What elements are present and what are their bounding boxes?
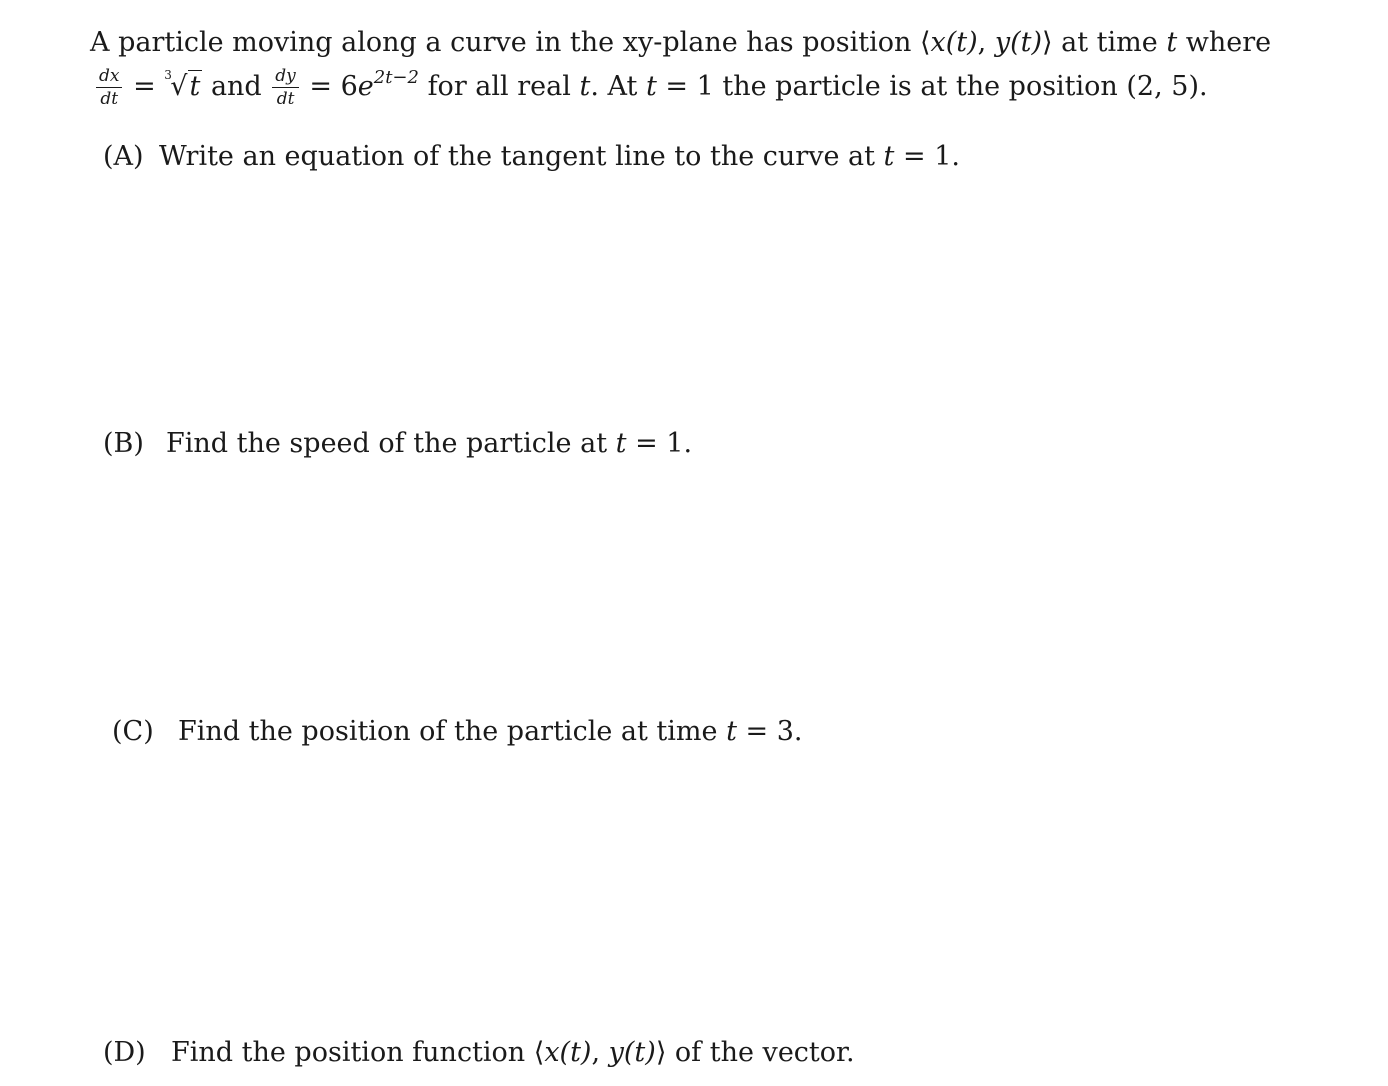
dx-dt-fraction: $\frac{dx}{dt}$ [96, 66, 122, 109]
problem-intro-line-1: A particle moving along a curve in the xy-plane has position ⟨x(t), y(t)⟩ at time t where [90, 27, 1272, 58]
time-variable: t [1166, 27, 1178, 58]
part-c: (C) Find the position of the particle at time t = 3. [112, 716, 803, 747]
problem-intro-line-2: $\frac{dx}{dt}$ = 3 √t and $\frac{dy}{dt}$ = $6e^{2t-2}$ for all real t. At t = 1 the particle is at the position (2, 5). [94, 66, 1208, 109]
part-d-text: Find the position function ⟨ [171, 1037, 545, 1068]
cube-root: 3 √t [164, 68, 201, 102]
intro-text: A particle moving along a curve in the xy-plane has position ⟨ [90, 27, 931, 58]
part-c-label: (C) [112, 716, 154, 747]
x-of-t: x(t) [930, 27, 978, 58]
part-a-label: (A) [103, 141, 144, 172]
y-of-t: y(t) [994, 27, 1043, 58]
part-b-label: (B) [103, 428, 144, 459]
part-b-text: Find the speed of the particle at [166, 428, 616, 459]
part-b: (B) Find the speed of the particle at t = 1. [103, 428, 693, 459]
part-a-text: Write an equation of the tangent line to the curve at [159, 141, 884, 172]
part-d: (D) Find the position function ⟨x(t), y(t)⟩ of the vector. [103, 1037, 855, 1068]
part-d-label: (D) [103, 1037, 146, 1068]
exponent: 2t−2 [373, 67, 419, 88]
part-c-text: Find the position of the particle at time [178, 716, 727, 747]
dy-dt-fraction: $\frac{dy}{dt}$ [272, 66, 299, 109]
part-a: (A) Write an equation of the tangent line to the curve at t = 1. [103, 141, 960, 172]
